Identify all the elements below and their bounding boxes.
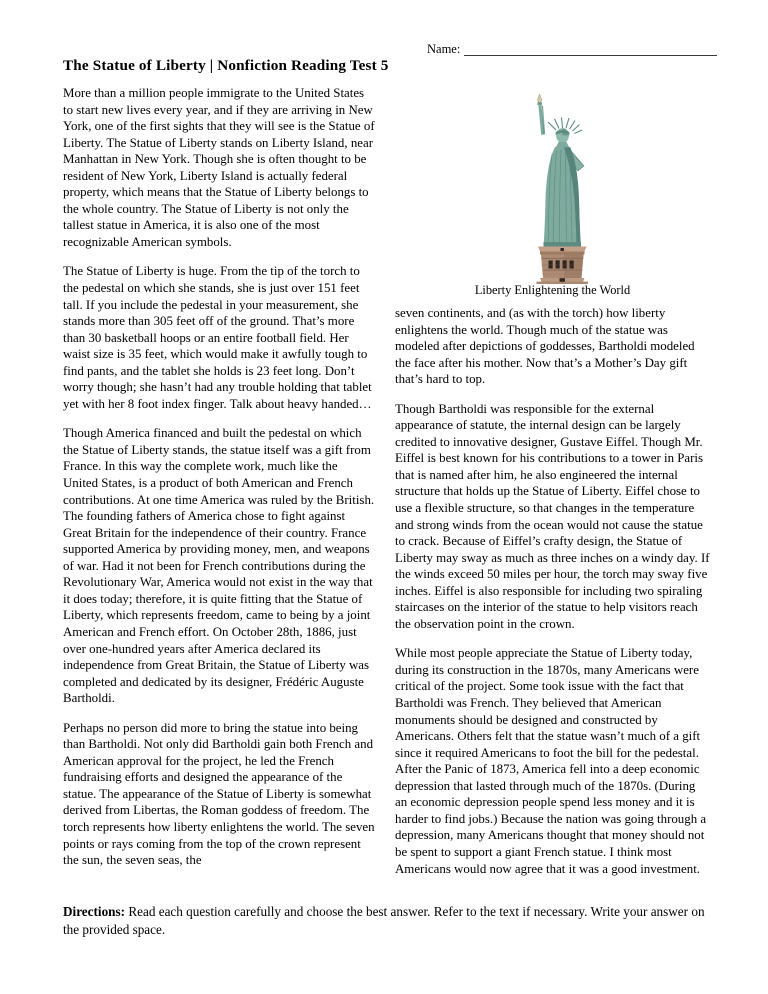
- directions-block: [63, 903, 718, 938]
- left-column: [63, 85, 375, 869]
- page-title: The Statue of Liberty | Nonfiction Reading Test 5: [63, 57, 389, 74]
- paragraph: The Statue of Liberty is huge. From the tip of the torch to the pedestal on which she stands, she is just over 151 feet tall. If you include the pedestal in your measurement, she stands more than 305 feet off of the ground. That’s more than 30 basketball hoops or an entire football field. Her waist size is 35 feet, which would make it awfully tough to find pants, and the tablet she holds is 23 feet long. Don’t worry though; she hasn’t had any trouble holding that tablet yet with her 8 foot index finger. Talk about heavy handed…: [63, 264, 372, 411]
- directions-label: Directions:: [63, 904, 126, 919]
- directions-text: Read each question carefully and choose the best answer. Refer to the text if necessary. Write your answer on the provided space.: [63, 904, 705, 937]
- figure-caption: Liberty Enlightening the World: [474, 283, 631, 297]
- name-field-row: [427, 42, 717, 56]
- paragraph: Though America financed and built the pedestal on which the Statue of Liberty stands, the statue itself was a gift from France. In this way the complete work, much like the United States, is a product of both American and French contributions. At one time America was ruled by the British. The founding fathers of America chose to fight against Great Britain for the independence of their country. France supported America by providing money, men, and weapons of war. Had it not been for French contributions during the Revolutionary War, America would not exist in the way that it does today; therefore, it is quite fitting that the Statue of Liberty, which represents freedom, came to being by a joint American and French effort. On October 28th, 1886, just over one-hundred years after America declared its independence from Great Britain, the Statue of Liberty was completed and dedicated by its designer, Frédéric Auguste Bartholdi.: [63, 426, 375, 706]
- paragraph: seven continents, and (as with the torch) how liberty enlightens the world. Though much of the statue was modeled after depictions of goddesses, Bartholdi modeled the face after his mother. Now that’s a Mother’s Day gift that’s hard to top.: [395, 306, 695, 387]
- paragraph: Though Bartholdi was responsible for the external appearance of statute, the internal design can be largely credited to innovative designer, Gustave Eiffel. Though Mr. Eiffel is best known for his contributions to a tower in Paris that is named after him, he also engineered the internal structure that holds up the Statue of Liberty. Eiffel chose to use a flexible structure, so that changes in the temperature and strong winds from the ocean would not cause the statue to crack. Because of Eiffel’s crafty design, the Statue of Liberty may sway as much as three inches on a windy day. If the winds exceed 50 miles per hour, the torch may sway five inches. Eiffel is also responsible for including two spiraling staircases on the interior of the statue to help visitors reach the observation point in the crown.: [395, 401, 710, 631]
- name-label: Name:: [427, 42, 461, 56]
- statue-of-liberty-image: [480, 88, 650, 284]
- paragraph: More than a million people immigrate to the United States to start new lives every year, and if they are arriving in New York, one of the first sights that they will see is the Statue of Liberty. The Statue of Liberty stands on Liberty Island, near Manhattan in New York. Though she is often thought to be resident of New York, Liberty Island is actually federal property, which means that the Statue of Liberty belongs to the whole country. The Statue of Liberty is not only the tallest statue in America, it is also one of the most recognizable American symbols.: [63, 86, 375, 249]
- statue-of-liberty-figure: [480, 88, 650, 288]
- paragraph: While most people appreciate the Statue of Liberty today, during its construction in the 1870s, many Americans were critical of the project. Some took issue with the fact that Bartholdi was French. They believed that American monuments should be designed and constructed by Americans. Others felt that the statue wasn’t much of a gift since it required Americans to foot the bill for the pedestal. After the Panic of 1873, America fell into a deep economic depression that lasted through much of the 1870s. (During an economic depression people spend less money and it is harder to find jobs.) Because the nation was going through a depression, many Americans thought that money should not be spent to support a giant French statue. I think most Americans would now agree that it was a good investment.: [395, 646, 707, 876]
- paragraph: Perhaps no person did more to bring the statue into being than Bartholdi. Not only did Bartholdi gain both French and American approval for the project, he led the French fundraising efforts and designed the appearance of the statue. The appearance of the Statue of Liberty is somewhat derived from Libertas, the Roman goddess of freedom. The torch represents how liberty enlightens the world. The seven points or rays coming from the top of the crown represent the sun, the seven seas, the: [63, 720, 375, 868]
- right-column: [395, 305, 710, 877]
- name-input-blank[interactable]: [464, 44, 717, 56]
